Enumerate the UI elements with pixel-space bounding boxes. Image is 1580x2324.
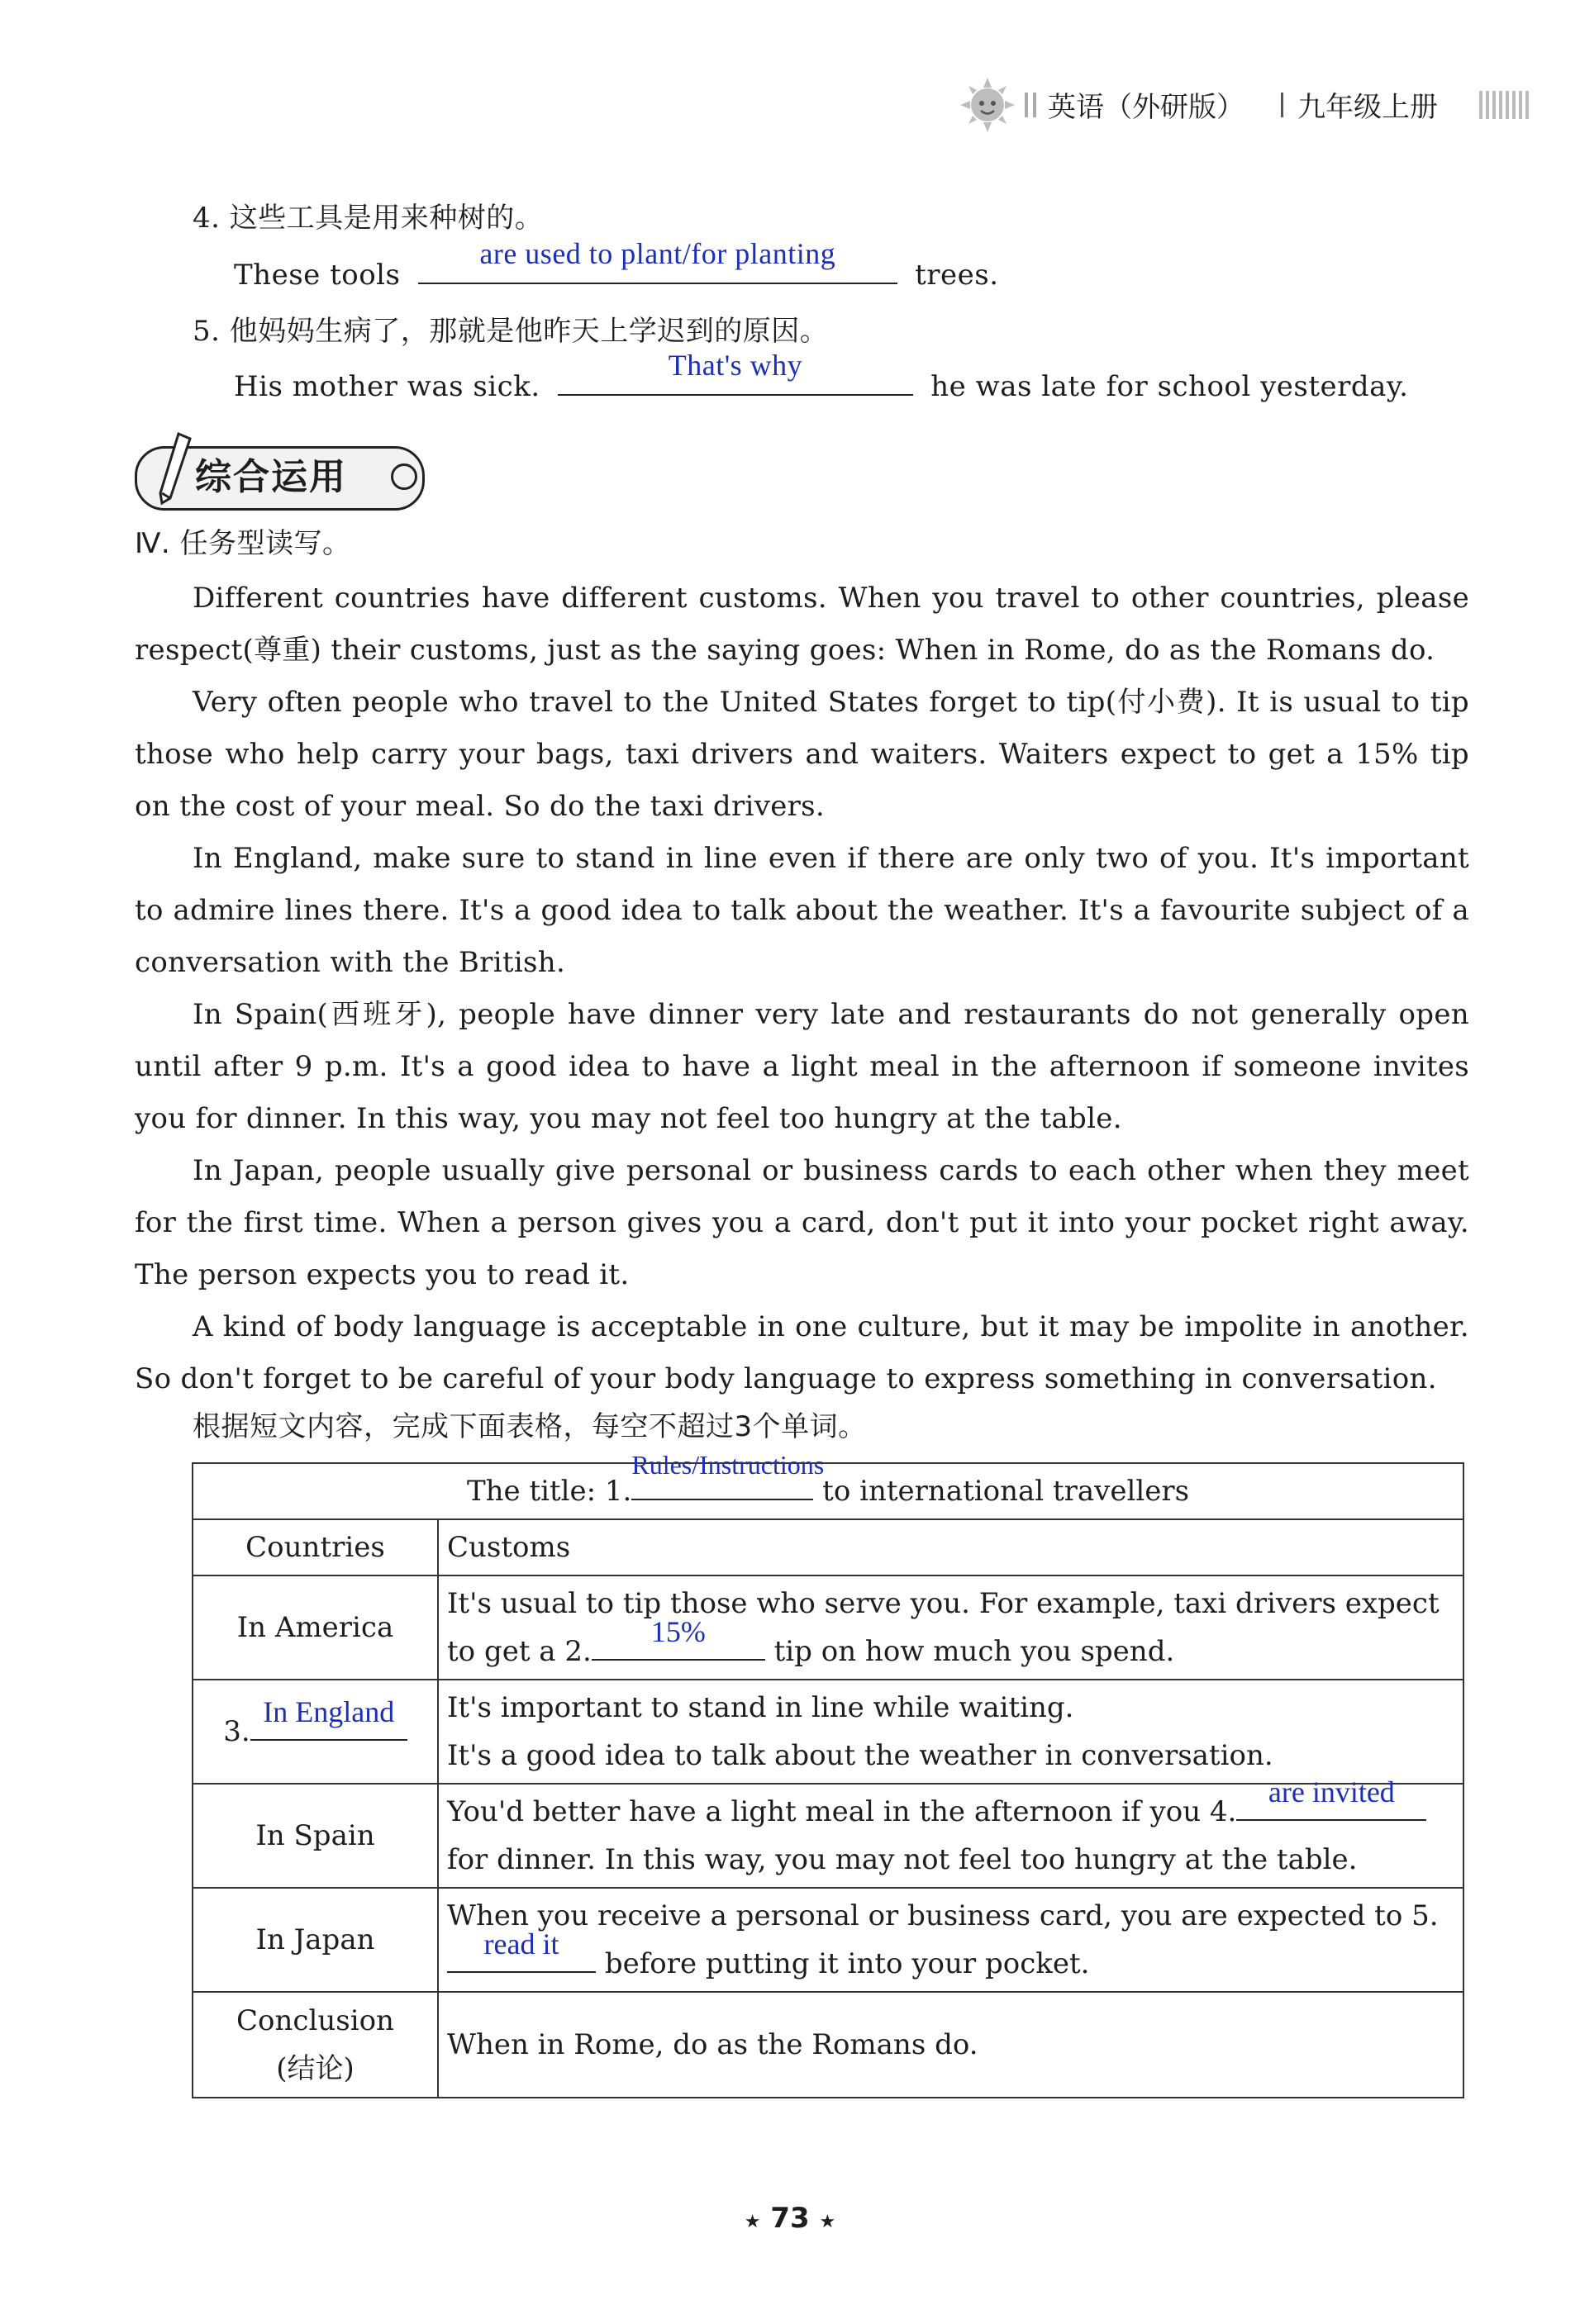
q5-answer: That's why <box>668 349 803 382</box>
table-row <box>193 1888 1463 1992</box>
table-row <box>193 1519 1463 1575</box>
q4-answer: are used to plant/for planting <box>479 237 836 270</box>
header-bar <box>959 76 1537 134</box>
country-cell: In Spain <box>193 1784 438 1888</box>
answer-4: are invited <box>1268 1775 1395 1808</box>
pencil-icon <box>154 432 193 506</box>
header-customs: Customs <box>438 1519 1463 1575</box>
header-stripe <box>1479 91 1529 119</box>
header-subject: 英语（外研版） <box>1048 91 1244 124</box>
custom-cell: It's important to stand in line while waiting. It's a good idea to talk about the weather in conversation. <box>438 1680 1463 1784</box>
q5-blank[interactable] <box>558 349 913 396</box>
task-heading: Ⅳ. 任务型读写。 <box>135 527 351 560</box>
page-number: ★ 73 ★ <box>744 2202 836 2235</box>
conclusion-text: When in Rome, do as the Romans do. <box>438 1992 1463 2098</box>
table-title-cell: The title: 1. Rules/Instructions to international travellers <box>193 1463 1463 1519</box>
paragraph-4: In Spain(西班牙), people have dinner very late and restaurants do not generally open until after 9 p.m. It's a good idea to have a light meal in the afternoon if someone invites you for dinner. In this way, you may not feel too hungry at the table. <box>135 998 1469 1135</box>
task-instruction: 根据短文内容，完成下面表格，每空不超过3个单词。 <box>193 1410 867 1443</box>
conclusion-cell: Conclusion (结论) <box>193 1992 438 2098</box>
answer-1: Rules/Instructions <box>631 1450 825 1480</box>
blank-2[interactable] <box>592 1615 765 1661</box>
answer-5: read it <box>483 1927 559 1960</box>
answer-2: 15% <box>650 1615 706 1648</box>
header-countries: Countries <box>193 1519 438 1575</box>
custom-cell: You'd better have a light meal in the afternoon if you 4. are invited for dinner. In this way, you may not feel too hungry at the table. <box>438 1784 1463 1888</box>
country-cell: 3. In England <box>193 1680 438 1784</box>
table-row <box>193 1463 1463 1519</box>
star-icon: ★ <box>744 2212 761 2232</box>
paragraph-1: Different countries have different customs. When you travel to other countries, please respect(尊重) their customs, just as the saying goes: When in Rome, do as the Romans do. <box>135 582 1469 667</box>
customs-table <box>192 1450 1464 2098</box>
table-row <box>193 1992 1463 2098</box>
q4-chinese: 4. 这些工具是用来种树的。 <box>193 202 544 235</box>
custom-cell: When you receive a personal or business card, you are expected to 5. read it before putting it into your pocket. <box>438 1888 1463 1992</box>
star-icon: ★ <box>819 2212 836 2232</box>
header-grade: 九年级上册 <box>1297 91 1438 124</box>
section-badge <box>135 446 425 511</box>
country-cell: In America <box>193 1575 438 1680</box>
paragraph-2: Very often people who travel to the United States forget to tip(付小费). It is usual to tip those who help carry your bags, taxi drivers and waiters. Waiters expect to get a 15% tip on the cost of your meal. So do the taxi drivers. <box>135 686 1469 823</box>
table-row <box>193 1784 1463 1888</box>
paragraph-6: A kind of body language is acceptable in one culture, but it may be impolite in another. So don't forget to be careful of your body language to express something in conversation. <box>135 1310 1469 1395</box>
q4-english: These tools are used to plant/for planting trees. <box>234 250 999 301</box>
section-badge-label: 综合运用 <box>195 456 347 498</box>
table-row <box>193 1575 1463 1680</box>
divider <box>1281 93 1283 117</box>
custom-cell: It's usual to tip those who serve you. For example, taxi drivers expect to get a 2. 15% tip on how much you spend. <box>438 1575 1463 1680</box>
blank-1[interactable] <box>631 1450 825 1500</box>
country-cell: In Japan <box>193 1888 438 1992</box>
paragraph-3: In England, make sure to stand in line even if there are only two of you. It's important to admire lines there. It's a good idea to talk about the weather. It's a favourite subject of a conversation with the British. <box>135 842 1469 979</box>
divider <box>1033 93 1036 117</box>
paragraph-5: In Japan, people usually give personal or business cards to each other when they meet for the first time. When a person gives you a card, don't put it into your pocket right away. The person expects you to read it. <box>135 1154 1469 1291</box>
badge-end-circle <box>391 463 417 490</box>
divider <box>1025 93 1028 117</box>
sun-mascot-icon <box>959 76 1016 134</box>
q5-english: His mother was sick. That's why he was late for school yesterday. <box>234 361 1408 412</box>
q5-chinese: 5. 他妈妈生病了，那就是他昨天上学迟到的原因。 <box>193 315 829 348</box>
blank-4[interactable] <box>1236 1775 1426 1821</box>
answer-3: In England <box>263 1695 395 1728</box>
blank-5[interactable] <box>447 1927 596 1973</box>
